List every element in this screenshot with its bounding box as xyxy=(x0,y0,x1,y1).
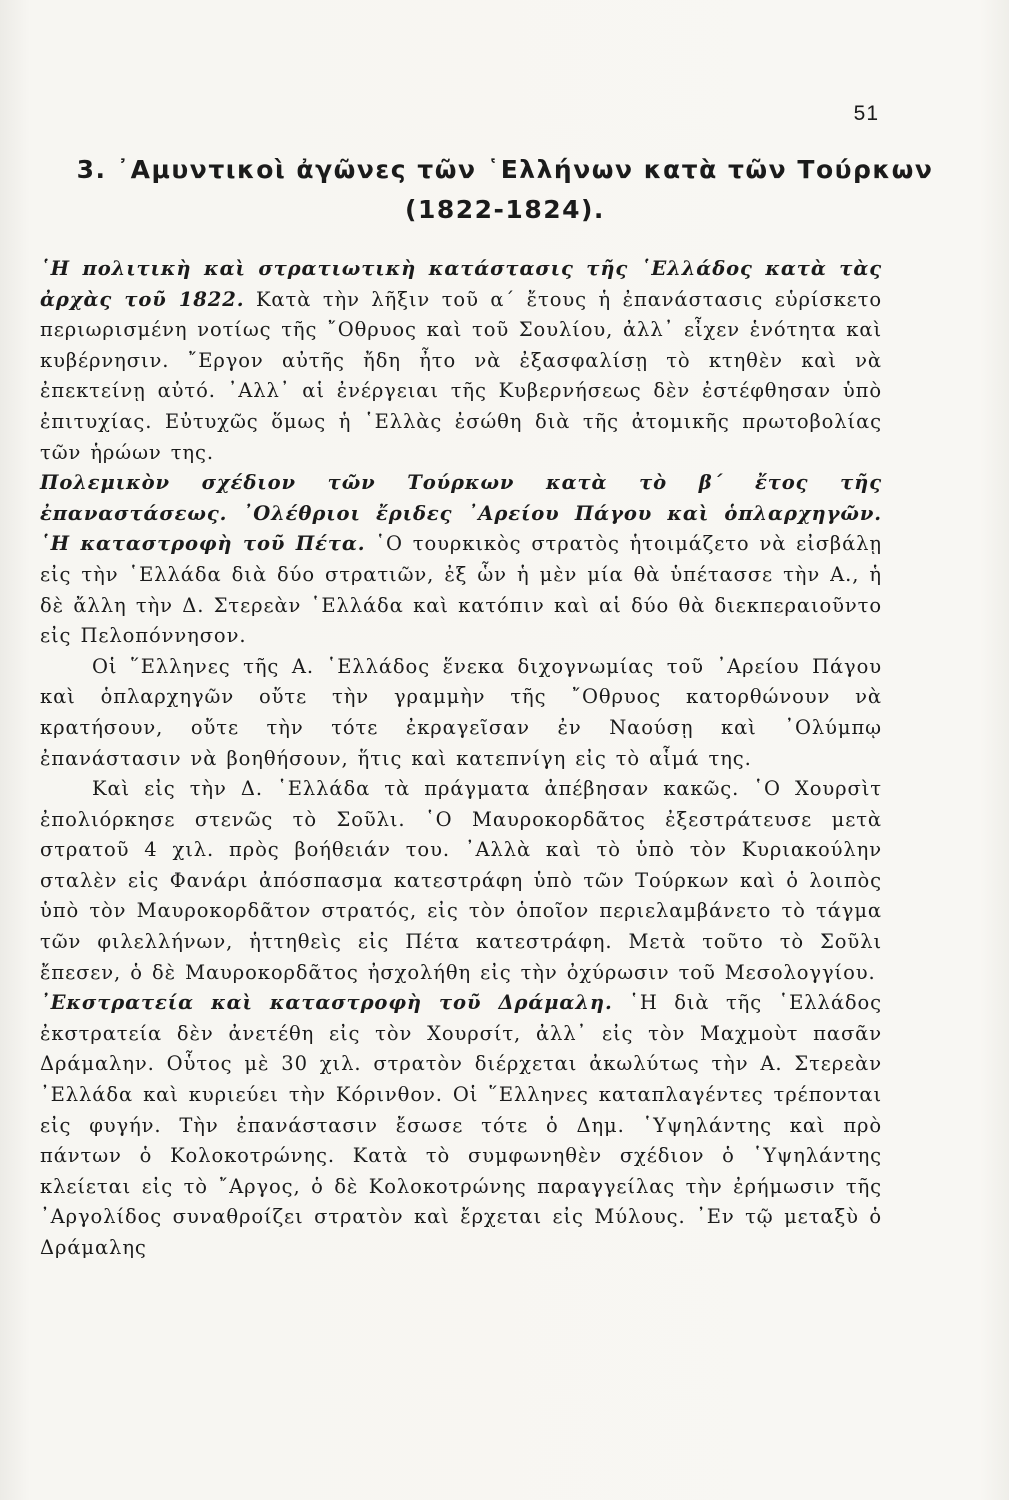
paragraph-text: ῾Η διὰ τῆς ῾Ελλάδος ἐκστρατεία δὲν ἀνετέθη εἰς τὸν Χουρσίτ, ἀλλ᾽ εἰς τὸν Μαχμοὺτ πασᾶν Δράμαλην. Οὗτος μὲ 30 χιλ. στρατὸν διέρχεται ἀκωλύτως τὴν Α. Στερεὰν ᾽Ελλάδα καὶ κυριεύει τὴν Κόρινθον. Οἱ ῞Ελληνες καταπλαγέντες τρέπονται εἰς φυγήν. Τὴν ἐπανάστασιν ἔσωσε τότε ὁ Δημ. ῾Υψηλάντης καὶ πρὸ πάντων ὁ Κολοκοτρώνης. Κατὰ τὸ συμφωνηθὲν σχέδιον ὁ ῾Υψηλάντης κλείεται εἰς τὸ ῎Αργος, ὁ δὲ Κολοκοτρώνης παραγγείλας τὴν ἐρήμωσιν τῆς ᾽Αργολίδος συναθροίζει στρατὸν καὶ ἔρχεται εἰς Μύλους. ᾽Εν τῷ μεταξὺ ὁ Δράμαλης xyxy=(40,991,882,1259)
paragraph-dramalis-campaign xyxy=(40,988,882,1263)
paragraph-text: ῾Ο τουρκικὸς στρατὸς ἡτοιμάζετο νὰ εἰσβάλῃ εἰς τὴν ῾Ελλάδα διὰ δύο στρατιῶν, ἐξ ὧν ἡ μὲν μία θὰ ὑπέτασσε τὴν Α., ἡ δὲ ἄλλη τὴν Δ. Στερεὰν ῾Ελλάδα καὶ κατόπιν καὶ αἱ δύο θὰ διεκπεραιοῦντο εἰς Πελοπόννησον. xyxy=(40,532,883,648)
subheading-political-situation: ῾Η πολιτικὴ καὶ στρατιωτικὴ κατάστασις τῆς ῾Ελλάδος κατὰ τὰς ἀρχὰς τοῦ 1822. xyxy=(40,257,882,311)
subheading-dramalis-campaign: ᾽Εκστρατεία καὶ καταστροφὴ τοῦ Δράμαλη. xyxy=(40,991,613,1015)
paragraph-political-situation xyxy=(40,254,882,468)
chapter-title: 3. ᾽Αμυντικοὶ ἀγῶνες τῶν ῾Ελλήνων κατὰ τῶν Τούρκων (1822-1824). xyxy=(76,155,934,224)
body-text xyxy=(40,254,882,1264)
page-number: 51 xyxy=(853,102,879,125)
subheading-war-plan: Πολεμικὸν σχέδιον τῶν Τούρκων κατὰ τὸ β΄ ἔτος τῆς ἐπαναστάσεως. ᾽Ολέθριοι ἔριδες ᾽Αρείου Πάγου καὶ ὁπλαρχηγῶν. ῾Η καταστροφὴ τοῦ Πέτα. xyxy=(40,471,882,556)
paragraph-western-greece: Καὶ εἰς τὴν Δ. ῾Ελλάδα τὰ πράγματα ἀπέβησαν κακῶς. ῾Ο Χουρσὶτ ἐπολιόρκησε στενῶς τὸ Σοῦλι. ῾Ο Μαυροκορδᾶτος ἐξεστράτευσε μετὰ στρατοῦ 4 χιλ. πρὸς βοήθειάν του. ᾽Αλλὰ καὶ τὸ ὑπὸ τὸν Κυριακούλην σταλὲν εἰς Φανάρι ἀπόσπασμα κατεστράφη ὑπὸ τῶν Τούρκων καὶ ὁ λοιπὸς ὑπὸ τὸν Μαυροκορδᾶτον στρατός, εἰς τὸν ὁποῖον περιελαμβάνετο τὸ τάγμα τῶν φιλελλήνων, ἡττηθεὶς εἰς Πέτα κατεστράφη. Μετὰ τοῦτο τὸ Σοῦλι ἔπεσεν, ὁ δὲ Μαυροκορδᾶτος ἠσχολήθη εἰς τὴν ὀχύρωσιν τοῦ Μεσολογγίου. xyxy=(40,777,882,984)
paragraph-war-plan xyxy=(40,468,882,652)
paragraph-eastern-greece: Οἱ ῞Ελληνες τῆς Α. ῾Ελλάδος ἕνεκα διχογνωμίας τοῦ ᾽Αρείου Πάγου καὶ ὁπλαρχηγῶν οὔτε τὴν γραμμὴν τῆς ῎Οθρυος κατορθώνουν νὰ κρατήσουν, οὔτε τὴν τότε ἐκραγεῖσαν ἐν Ναούσῃ καὶ ᾽Ολύμπῳ ἐπανάστασιν νὰ βοηθήσουν, ἥτις καὶ κατεπνίγη εἰς τὸ αἷμά της. xyxy=(40,654,882,770)
paragraph-text: Κατὰ τὴν λῆξιν τοῦ α΄ ἔτους ἡ ἐπανάστασις εὑρίσκετο περιωρισμένη νοτίως τῆς ῎Οθρυος καὶ τοῦ Σουλίου, ἀλλ᾽ εἶχεν ἑνότητα καὶ κυβέρνησιν. ῎Εργον αὐτῆς ἤδη ἦτο νὰ ἐξασφαλίσῃ τὸ κτηθὲν καὶ νὰ ἐπεκτείνῃ αὐτό. ᾽Αλλ᾽ αἱ ἐνέργειαι τῆς Κυβερνήσεως δὲν ἐστέφθησαν ὑπὸ ἐπιτυχίας. Εὐτυχῶς ὅμως ἡ ῾Ελλὰς ἐσώθη διὰ τῆς ἀτομικῆς πρωτοβολίας τῶν ἡρώων της. xyxy=(40,287,882,464)
